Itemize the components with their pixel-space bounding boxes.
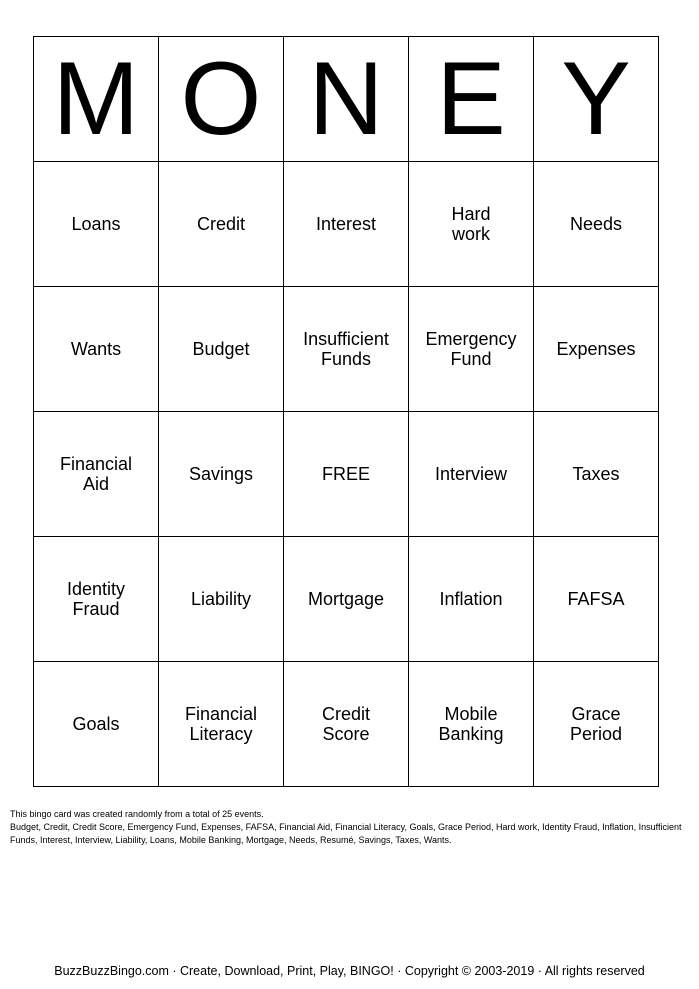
- card-cell: [534, 412, 659, 537]
- page-footer: BuzzBuzzBingo.com · Create, Download, Print, Play, BINGO! · Copyright © 2003-2019 · All rights reserved: [54, 964, 645, 978]
- cell-text: Hard work: [451, 204, 491, 244]
- header-letter-m: M: [34, 37, 159, 162]
- cell-text: Savings: [188, 464, 254, 484]
- header-letter-n: N: [284, 37, 409, 162]
- cell-text: Expenses: [556, 339, 636, 359]
- card-cell: [284, 537, 409, 662]
- card-cell: [284, 287, 409, 412]
- card-cell: [534, 537, 659, 662]
- bingo-card: [33, 36, 659, 787]
- card-cell: [409, 662, 534, 787]
- card-cell: [534, 287, 659, 412]
- card-cell: [159, 412, 284, 537]
- cell-text: Credit Score: [321, 704, 370, 744]
- cell-text: Needs: [569, 214, 623, 234]
- header-letter-e: E: [409, 37, 534, 162]
- cell-text: Taxes: [572, 464, 620, 484]
- cell-text: Interview: [434, 464, 508, 484]
- card-cell: [284, 162, 409, 287]
- cell-text: Financial Literacy: [184, 704, 258, 744]
- card-cell: [409, 412, 534, 537]
- card-cell: [34, 287, 159, 412]
- header-row: [34, 37, 659, 162]
- cell-text: Goals: [72, 714, 120, 734]
- cell-text: Mortgage: [307, 589, 385, 609]
- cell-text: Liability: [190, 589, 252, 609]
- card-row: [34, 537, 659, 662]
- card-cell: [159, 537, 284, 662]
- card-cell: [159, 287, 284, 412]
- info-event-list: Budget, Credit, Credit Score, Emergency Fund, Expenses, FAFSA, Financial Aid, Financial Literacy, Goals, Grace Period, Hard work, Identity Fraud, Inflation, Insufficient Funds, Interest, Interview, Liability, Loans, Mobile Banking, Mortgage, Needs, Resumé, Savings, Taxes, Wants.: [10, 822, 682, 845]
- card-row: [34, 662, 659, 787]
- card-cell: [159, 662, 284, 787]
- card-cell: [284, 662, 409, 787]
- cell-text: Grace Period: [569, 704, 623, 744]
- card-cell: [534, 662, 659, 787]
- free-space-cell: [284, 412, 409, 537]
- info-summary: This bingo card was created randomly from a total of 25 events.: [10, 809, 264, 819]
- cell-text: Credit: [196, 214, 245, 234]
- header-letter-o: O: [159, 37, 284, 162]
- card-row: [34, 412, 659, 537]
- card-cell: [534, 162, 659, 287]
- card-cell: [34, 412, 159, 537]
- cell-text: Wants: [70, 339, 122, 359]
- card-cell: [409, 537, 534, 662]
- cell-text: Financial Aid: [59, 454, 133, 494]
- card-cell: [409, 287, 534, 412]
- card-cell: [34, 662, 159, 787]
- card-cell: [409, 162, 534, 287]
- cell-text: FREE: [321, 464, 370, 484]
- card-row: [34, 162, 659, 287]
- card-cell: [34, 537, 159, 662]
- cell-text: Budget: [192, 339, 250, 359]
- cell-text: Identity Fraud: [66, 579, 126, 619]
- cell-text: Loans: [71, 214, 121, 234]
- cell-text: Inflation: [439, 589, 503, 609]
- card-cell: [34, 162, 159, 287]
- cell-text: Mobile Banking: [438, 704, 504, 744]
- header-letter-y: Y: [534, 37, 659, 162]
- card-info: [10, 808, 690, 847]
- card-cell: [159, 162, 284, 287]
- cell-text: Interest: [315, 214, 377, 234]
- card-row: [34, 287, 659, 412]
- cell-text: FAFSA: [567, 589, 625, 609]
- cell-text: Emergency Fund: [425, 329, 517, 369]
- cell-text: Insufficient Funds: [303, 329, 389, 369]
